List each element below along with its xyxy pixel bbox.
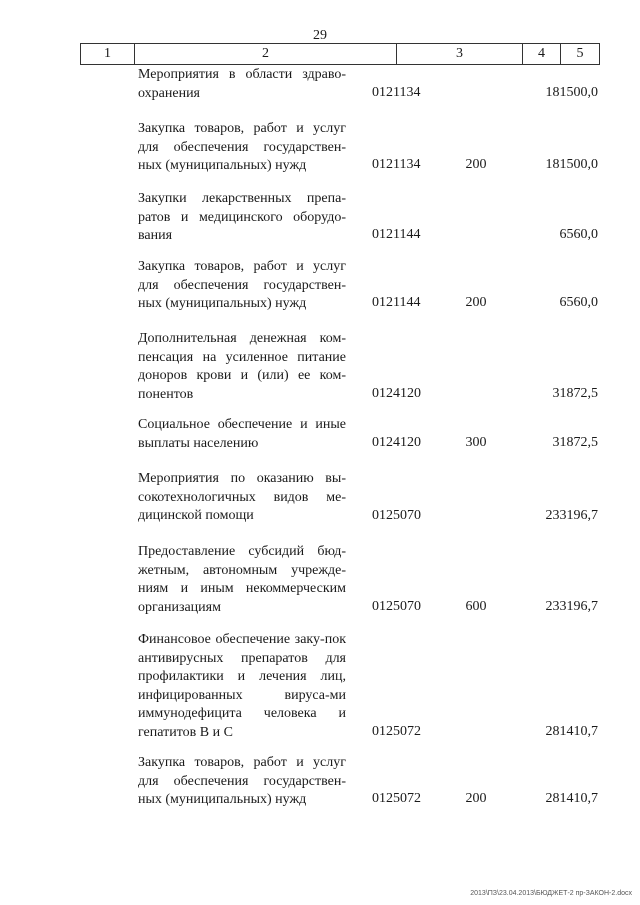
table-header (80, 43, 600, 65)
row-name: Предоставление субсидий бюд-жетным, автономным учрежде-ниям и иным некоммерческим организациям (138, 544, 346, 615)
row-amount: 181500,0 (545, 85, 598, 100)
row-code: 0125072 (372, 724, 421, 739)
row-amount: 281410,7 (545, 724, 598, 739)
row-amount: 31872,5 (552, 435, 598, 450)
row-name: Закупка товаров, работ и услуг для обеспечения государствен-ных (муниципальных) нужд (138, 755, 346, 807)
row-name: Дополнительная денежная ком-пенсация на усиленное питание доноров крови и (или) ее ком-понентов (138, 331, 346, 402)
row-name: Социальное обеспечение и иные выплаты населению (138, 417, 346, 451)
header-col-5: 5 (560, 44, 600, 64)
row-amount: 6560,0 (559, 227, 598, 242)
row-name: Мероприятия по оказанию вы-сокотехнологичных видов ме-дицинской помощи (138, 471, 346, 523)
row-type: 200 (465, 295, 487, 310)
row-code: 0125070 (372, 599, 421, 614)
row-type: 600 (465, 599, 487, 614)
row-code: 0124120 (372, 435, 421, 450)
row-code: 0121144 (372, 295, 421, 310)
row-amount: 233196,7 (545, 508, 598, 523)
row-code: 0121144 (372, 227, 421, 242)
row-amount: 181500,0 (545, 157, 598, 172)
row-type: 200 (465, 157, 487, 172)
row-name: Финансовое обеспечение заку-пок антивирусных препаратов для профилактики и лечения лиц, инфицированных вируса-ми иммунодефицита человека и гепатитов В и С (138, 632, 346, 740)
header-col-4: 4 (522, 44, 560, 64)
row-name: Закупка товаров, работ и услуг для обеспечения государствен-ных (муниципальных) нужд (138, 121, 346, 173)
page-number: 29 (313, 28, 327, 43)
row-name: Закупка товаров, работ и услуг для обеспечения государствен-ных (муниципальных) нужд (138, 259, 346, 311)
row-code: 0124120 (372, 386, 421, 401)
row-code: 0121134 (372, 85, 421, 100)
header-col-1: 1 (80, 44, 134, 64)
document-footer: 2013\ПЗ\23.04.2013\БЮДЖЕТ-2 пр-ЗАКОН-2.docx (470, 890, 632, 897)
header-col-3: 3 (396, 44, 522, 64)
row-type: 300 (465, 435, 487, 450)
row-type: 200 (465, 791, 487, 806)
row-code: 0125070 (372, 508, 421, 523)
row-code: 0121134 (372, 157, 421, 172)
row-amount: 233196,7 (545, 599, 598, 614)
header-col-2: 2 (134, 44, 396, 64)
row-amount: 281410,7 (545, 791, 598, 806)
row-amount: 31872,5 (552, 386, 598, 401)
row-amount: 6560,0 (559, 295, 598, 310)
row-name: Мероприятия в области здраво-охранения (138, 67, 346, 101)
row-code: 0125072 (372, 791, 421, 806)
row-name: Закупки лекарственных препа-ратов и медицинского оборудо-вания (138, 191, 346, 243)
